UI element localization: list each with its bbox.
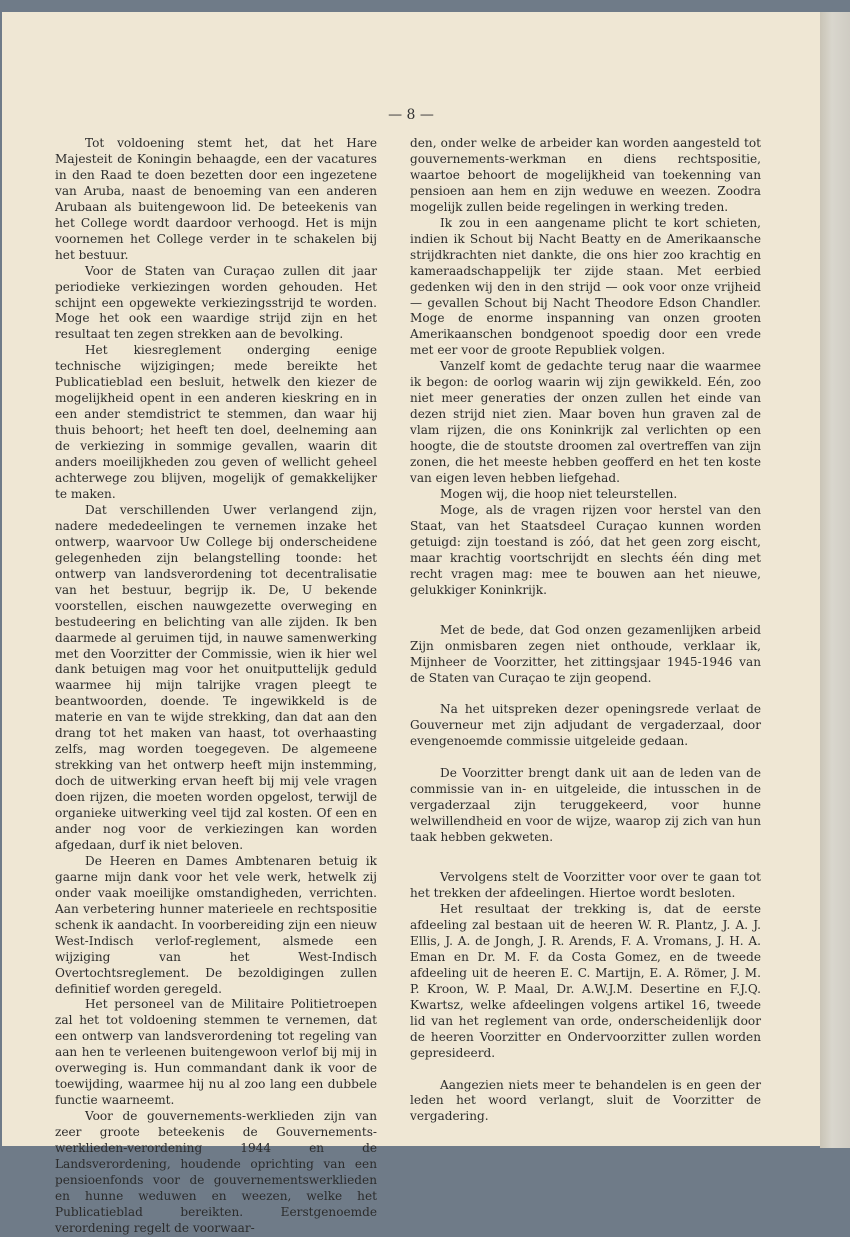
paragraph: Ik zou in een aangename plicht te kort schieten, indien ik Schout bij Nacht Beatty en de Amerikaansche strijdkrachten niet dankte, die ons hier zoo krachtig en kameraadschappelijk ter zijde staan. Met eerbied gedenken wij den in den strijd — ook voor onze vrijheid — gevallen Schout bij Nacht Theodore Edson Chandler. Moge de enorme inspanning van onzen grooten Amerikaanschen bondgenoot spoedig door een vrede met eer voor de groote Republiek volgen. xyxy=(410,215,761,358)
paragraph: De Heeren en Dames Ambtenaren betuig ik gaarne mijn dank voor het vele werk, hetwelk zij onder vaak moeilijke omstandigheden, verrichten. Aan verbetering hunner materieele en rechtspositie schenk ik aandacht. In voorbereiding zijn een nieuw West-Indisch verlof-reglement, alsmede een wijziging van het West-Indisch Overtochtsreglement. De bezoldigingen zullen definitief worden geregeld. xyxy=(55,853,377,996)
right-column xyxy=(410,136,761,1125)
paragraph: Met de bede, dat God onzen gezamenlijken arbeid Zijn onmisbaren zegen niet onthoude, verklaar ik, Mijnheer de Voorzitter, het zittingsjaar 1945-1946 van de Staten van Curaçao te zijn geopend. xyxy=(410,622,761,685)
paragraph: De Voorzitter brengt dank uit aan de leden van de commissie van in- en uitgeleide, die intusschen in de vergaderzaal zijn teruggekeerd, voor hunne welwillendheid en voor de wijze, waarop zij zich van hun taak hebben gekweten. xyxy=(410,766,761,845)
paragraph: Dat verschillenden Uwer verlangend zijn, nadere mededeelingen te vernemen inzake het ontwerp, waarvoor Uw College bij onderscheidene gelegenheden zijn belangstelling toonde: het ontwerp van landsverordening tot decentralisatie van het bestuur, begrijp ik. De, U bekende voorstellen, eischen nauwgezette overweging en bestudeering en belichting van alle zijden. Ik ben daarmede al geruimen tijd, in nauwe samenwerking met den Voorzitter der Commissie, wien ik hier wel dank betuigen mag voor het onuitputtelijk geduld waarmee hij mijn talrijke vragen pleegt te beantwoorden, doende. Te ingewikkeld is de materie en van te wijde strekking, dan dat aan den drang tot het maken van haast, tot overhaasting zelfs, mag worden toegegeven. De algemeene strekking van het ontwerp heeft mijn instemming, doch de uitwerking ervan heeft bij mij vele vragen doen rijzen, die moeten worden opgelost, terwijl de organieke uitwerking veel tijd zal kosten. Of een en ander nog voor de verkiezingen kan worden afgedaan, durf ik niet beloven. xyxy=(55,502,377,852)
paragraph: Voor de Staten van Curaçao zullen dit jaar periodieke verkiezingen worden gehouden. Het schijnt een opgewekte verkiezingsstrijd te worden. Moge het ook een waardige strijd zijn en het resultaat ten zegen strekken aan de bevolking. xyxy=(55,263,377,342)
paragraph: Het kiesreglement onderging eenige technische wijzigingen; mede bereikte het Publicatieblad een besluit, hetwelk den kiezer de mogelijkheid opent in een anderen kieskring en in een ander stemdistrict te stemmen, dan waar hij thuis behoort; het heeft ten doel, deelneming aan de verkiezing in sommige gevallen, waarin dit anders moeilijkheden zou geven of wellicht geheel achterwege zou blijven, mogelijk of gemakkelijker te maken. xyxy=(55,343,377,501)
page-edge xyxy=(820,12,850,1148)
paragraph: Voor de gouvernements-werklieden zijn van zeer groote beteekenis de Gouvernements-werklieden-verordening 1944 en de Landsverordening, houdende oprichting van een pensioenfonds voor de gouvernementswerklieden en hunne weduwen en weezen, welke het Publicatieblad bereikten. Eerstgenoemde verordening regelt de voorwaar- xyxy=(55,1109,377,1235)
paragraph: Na het uitspreken dezer openingsrede verlaat de Gouverneur met zijn adjudant de vergaderzaal, door evengenoemde commissie uitgeleide gedaan. xyxy=(410,702,761,749)
paragraph: Het personeel van de Militaire Politietroepen zal het tot voldoening stemmen te vernemen, dat een ontwerp van landsverordening tot regeling van aan hen te verleenen buitengewoon verlof bij mij in overweging is. Hun commandant dank ik voor de toewijding, waarmee hij nu al zoo lang een dubbele functie waarneemt. xyxy=(55,997,377,1108)
paragraph: Vanzelf komt de gedachte terug naar die waarmee ik begon: de oorlog waarin wij zijn gewikkeld. Eén, zoo niet meer generaties der onzen zullen het einde van dezen strijd niet zien. Maar boven hun graven zal de vlam rijzen, die ons Koninkrijk zal verlichten op een hoogte, die de stoutste droomen zal overtreffen van zijn zonen, die het meeste hebben geofferd en het ten koste van eigen leven hebben liefgehad. xyxy=(410,359,761,486)
document-page xyxy=(2,12,820,1235)
paragraph: den, onder welke de arbeider kan worden aangesteld tot gouvernements-werkman en diens rechtspositie, waartoe behoort de mogelijkheid van toekenning van pensioen aan hem en zijn weduwe en weezen. Zoodra mogelijk zullen beide regelingen in werking treden. xyxy=(410,136,761,214)
paragraph: Aangezien niets meer te behandelen is en geen der leden het woord verlangt, sluit de Voorzitter de vergadering. xyxy=(410,1077,761,1124)
paragraph: Het resultaat der trekking is, dat de eerste afdeeling zal bestaan uit de heeren W. R. Plantz, J. A. J. Ellis, J. A. de Jongh, J. R. Arends, F. A. Vromans, J. H. A. Eman en Dr. M. F. da Costa Gomez, en de tweede afdeeling uit de heeren E. C. Martijn, E. A. Römer, J. M. P. Kroon, W. P. Maal, Dr. A.W.J.M. Desertine en F.J.Q. Kwartsz, welke afdeelingen volgens artikel 16, tweede lid van het reglement van orde, onderscheidenlijk door de heeren Voorzitter en Ondervoorzitter zullen worden gepresideerd. xyxy=(410,901,761,1060)
page-number: — 8 — xyxy=(388,107,434,123)
paragraph: Tot voldoening stemt het, dat het Hare Majesteit de Koningin behaagde, een der vacatures in den Raad te doen bezetten door een ingezetene van Aruba, naast de benoeming van een anderen Arubaan als buitengewoon lid. De beteekenis van het College wordt daardoor verhoogd. Het is mijn voornemen het College verder in te schakelen bij het bestuur. xyxy=(55,136,377,262)
left-column xyxy=(55,136,377,1237)
paragraph: Moge, als de vragen rijzen voor herstel van den Staat, van het Staatsdeel Curaçao kunnen worden getuigd: zijn toestand is zóó, dat het geen zorg eischt, maar krachtig voortschrijdt en slechts één ding met recht vragen mag: mee te bouwen aan het nieuwe, gelukkiger Koninkrijk. xyxy=(410,502,761,597)
paragraph: Vervolgens stelt de Voorzitter voor over te gaan tot het trekken der afdeelingen. Hiertoe wordt besloten. xyxy=(410,870,761,901)
paragraph: Mogen wij, die hoop niet teleurstellen. xyxy=(440,486,678,501)
